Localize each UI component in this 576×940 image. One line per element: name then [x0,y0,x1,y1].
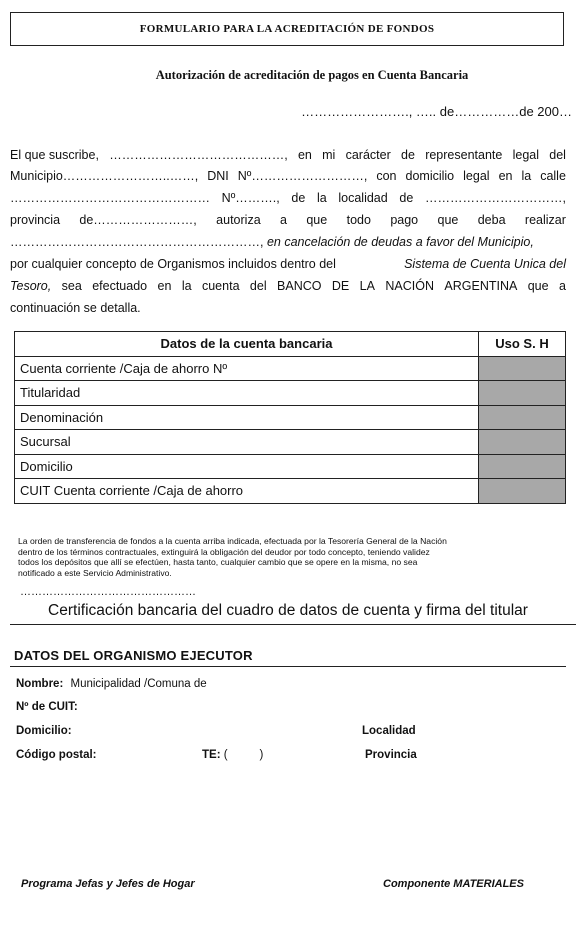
text-segment: a [280,213,287,227]
te-label: TE: [202,749,221,761]
organismo-rule [10,666,566,667]
text-segment: efectuado [92,279,148,293]
uso-sh-cell [479,405,566,430]
text-segment: todo [346,213,371,227]
cuit-label: Nº de CUIT: [16,701,78,713]
text-segment: representante [425,148,503,162]
blank-dni: Nº………………………, [237,169,368,183]
notice-line: notificado a este Servicio Administrativo. [18,567,172,578]
text-segment: legal [512,148,540,162]
organismo-heading: DATOS DEL ORGANISMO EJECUTOR [14,648,253,663]
table-header-row [15,332,566,357]
text-segment: que [527,279,549,293]
text-segment: mi [322,148,336,162]
text-segment: realizar [524,213,566,227]
text-segment: la [181,279,192,293]
signature-dots: ………………………………………… [20,586,196,598]
text-segment: DE [331,279,350,293]
paragraph-line-6 [10,254,566,275]
table-row-label: Denominación [15,405,479,430]
text-segment: la [316,191,327,205]
text-segment: deba [477,213,506,227]
uso-sh-cell [479,381,566,406]
notice-line: dentro de los términos contractuales, extinguirá la obligación del deudor por todo concepto, teniendo validez [18,546,430,557]
nombre-value: Municipalidad /Comuna de [70,678,207,690]
text-segment: por cualquier concepto de Organismos incluidos dentro del [10,257,336,271]
transfer-notice [18,536,558,578]
blank-numero: Nº………., [221,191,280,205]
paragraph-line-5 [10,232,566,253]
text-segment: en [297,148,312,162]
text-segment: autoriza [216,213,261,227]
te-value: ( ) [223,749,264,761]
text-segment: ARGENTINA [444,279,518,293]
blank-provincia: de……………………, [79,213,197,227]
table-row-label: Titularidad [15,381,479,406]
table-row-label: Sucursal [15,430,479,455]
table-row [15,430,566,455]
paragraph-line-4 [10,210,566,231]
text-segment: calle [540,169,566,183]
blank-representative-name: ……………………………………, [109,148,288,162]
paragraph-line-8: continuación se detalla. [10,301,141,315]
paragraph-line-7 [10,276,566,297]
certification-caption: Certificación bancaria del cuadro de datos de cuenta y firma del titular [48,602,528,619]
localidad-label: Localidad [362,725,416,737]
table-row-label: CUIT Cuenta corriente /Caja de ahorro [15,479,479,504]
text-segment: provincia [10,213,61,227]
provincia-label: Provincia [365,749,417,761]
codigo-postal-label: Código postal: [16,749,97,761]
text-segment: que [437,213,459,227]
uso-sh-cell [479,479,566,504]
date-line: ……………………., ….. de……………de 200… [301,104,572,119]
text-segment: Tesoro, [10,279,52,293]
text-segment: a [559,279,566,293]
blank-localidad: ……………………………, [424,191,566,205]
te-field [202,749,263,761]
authorization-title: Autorización de acreditación de pagos en Cuenta Bancaria [155,68,469,82]
text-segment: del [249,279,267,293]
text-segment: El que suscribe, [10,148,99,162]
notice-line: todos los depósitos que allí se efectúen, hasta tanto, cualquier cambio que se opere en la misma, no sea [18,557,418,567]
text-segment: Sistema de Cuenta Unica del [404,257,566,271]
text-segment: DNI [207,169,229,183]
blank-monto: ……………………………………………………, [10,235,264,249]
text-segment: del [549,148,566,162]
blank-municipio: Municipio……………………..……, [10,169,199,183]
blank-calle: ………………………………………… [10,191,210,205]
footer-program: Programa Jefas y Jefes de Hogar [21,878,195,890]
text-segment: en [498,169,513,183]
footer-component: Componente MATERIALES [383,878,524,890]
text-segment: de [291,191,306,205]
text-segment: localidad [338,191,388,205]
uso-sh-cell [479,356,566,381]
bank-account-table [14,331,566,504]
text-segment: la [521,169,532,183]
table-row [15,381,566,406]
text-segment: de [401,148,415,162]
text-segment: NACIÓN [385,279,434,293]
table-header-datos: Datos de la cuenta bancaria [15,332,479,357]
table-row [15,356,566,381]
domicilio-label: Domicilio: [16,725,72,737]
text-segment: LA [359,279,375,293]
text-segment: de [399,191,414,205]
table-row [15,479,566,504]
text-segment: que [306,213,328,227]
text-segment: legal [463,169,490,183]
text-segment: con [376,169,397,183]
table-row-label: Cuenta corriente /Caja de ahorro Nº [15,356,479,381]
text-segment: cuenta [201,279,240,293]
paragraph-line-2 [10,166,566,187]
nombre-field [16,678,207,690]
text-segment: en [157,279,172,293]
uso-sh-cell [479,430,566,455]
certification-rule [10,624,576,625]
text-segment: domicilio [405,169,455,183]
paragraph-line-1 [10,145,566,166]
nombre-label: Nombre: [16,678,64,690]
table-header-uso: Uso S. H [479,332,566,357]
text-segment: BANCO [277,279,322,293]
notice-line: La orden de transferencia de fondos a la cuenta arriba indicada, efectuada por la Tesorería General de la Nación [18,536,447,546]
text-segment: en cancelación de deudas a favor del Municipio, [266,235,534,249]
uso-sh-cell [479,454,566,479]
table-row [15,454,566,479]
paragraph-line-3 [10,188,566,209]
text-segment: carácter [345,148,391,162]
form-title: FORMULARIO PARA LA ACREDITACIÓN DE FONDOS [139,23,435,35]
table-row [15,405,566,430]
text-segment: pago [390,213,419,227]
table-row-label: Domicilio [15,454,479,479]
text-segment: sea [61,279,82,293]
